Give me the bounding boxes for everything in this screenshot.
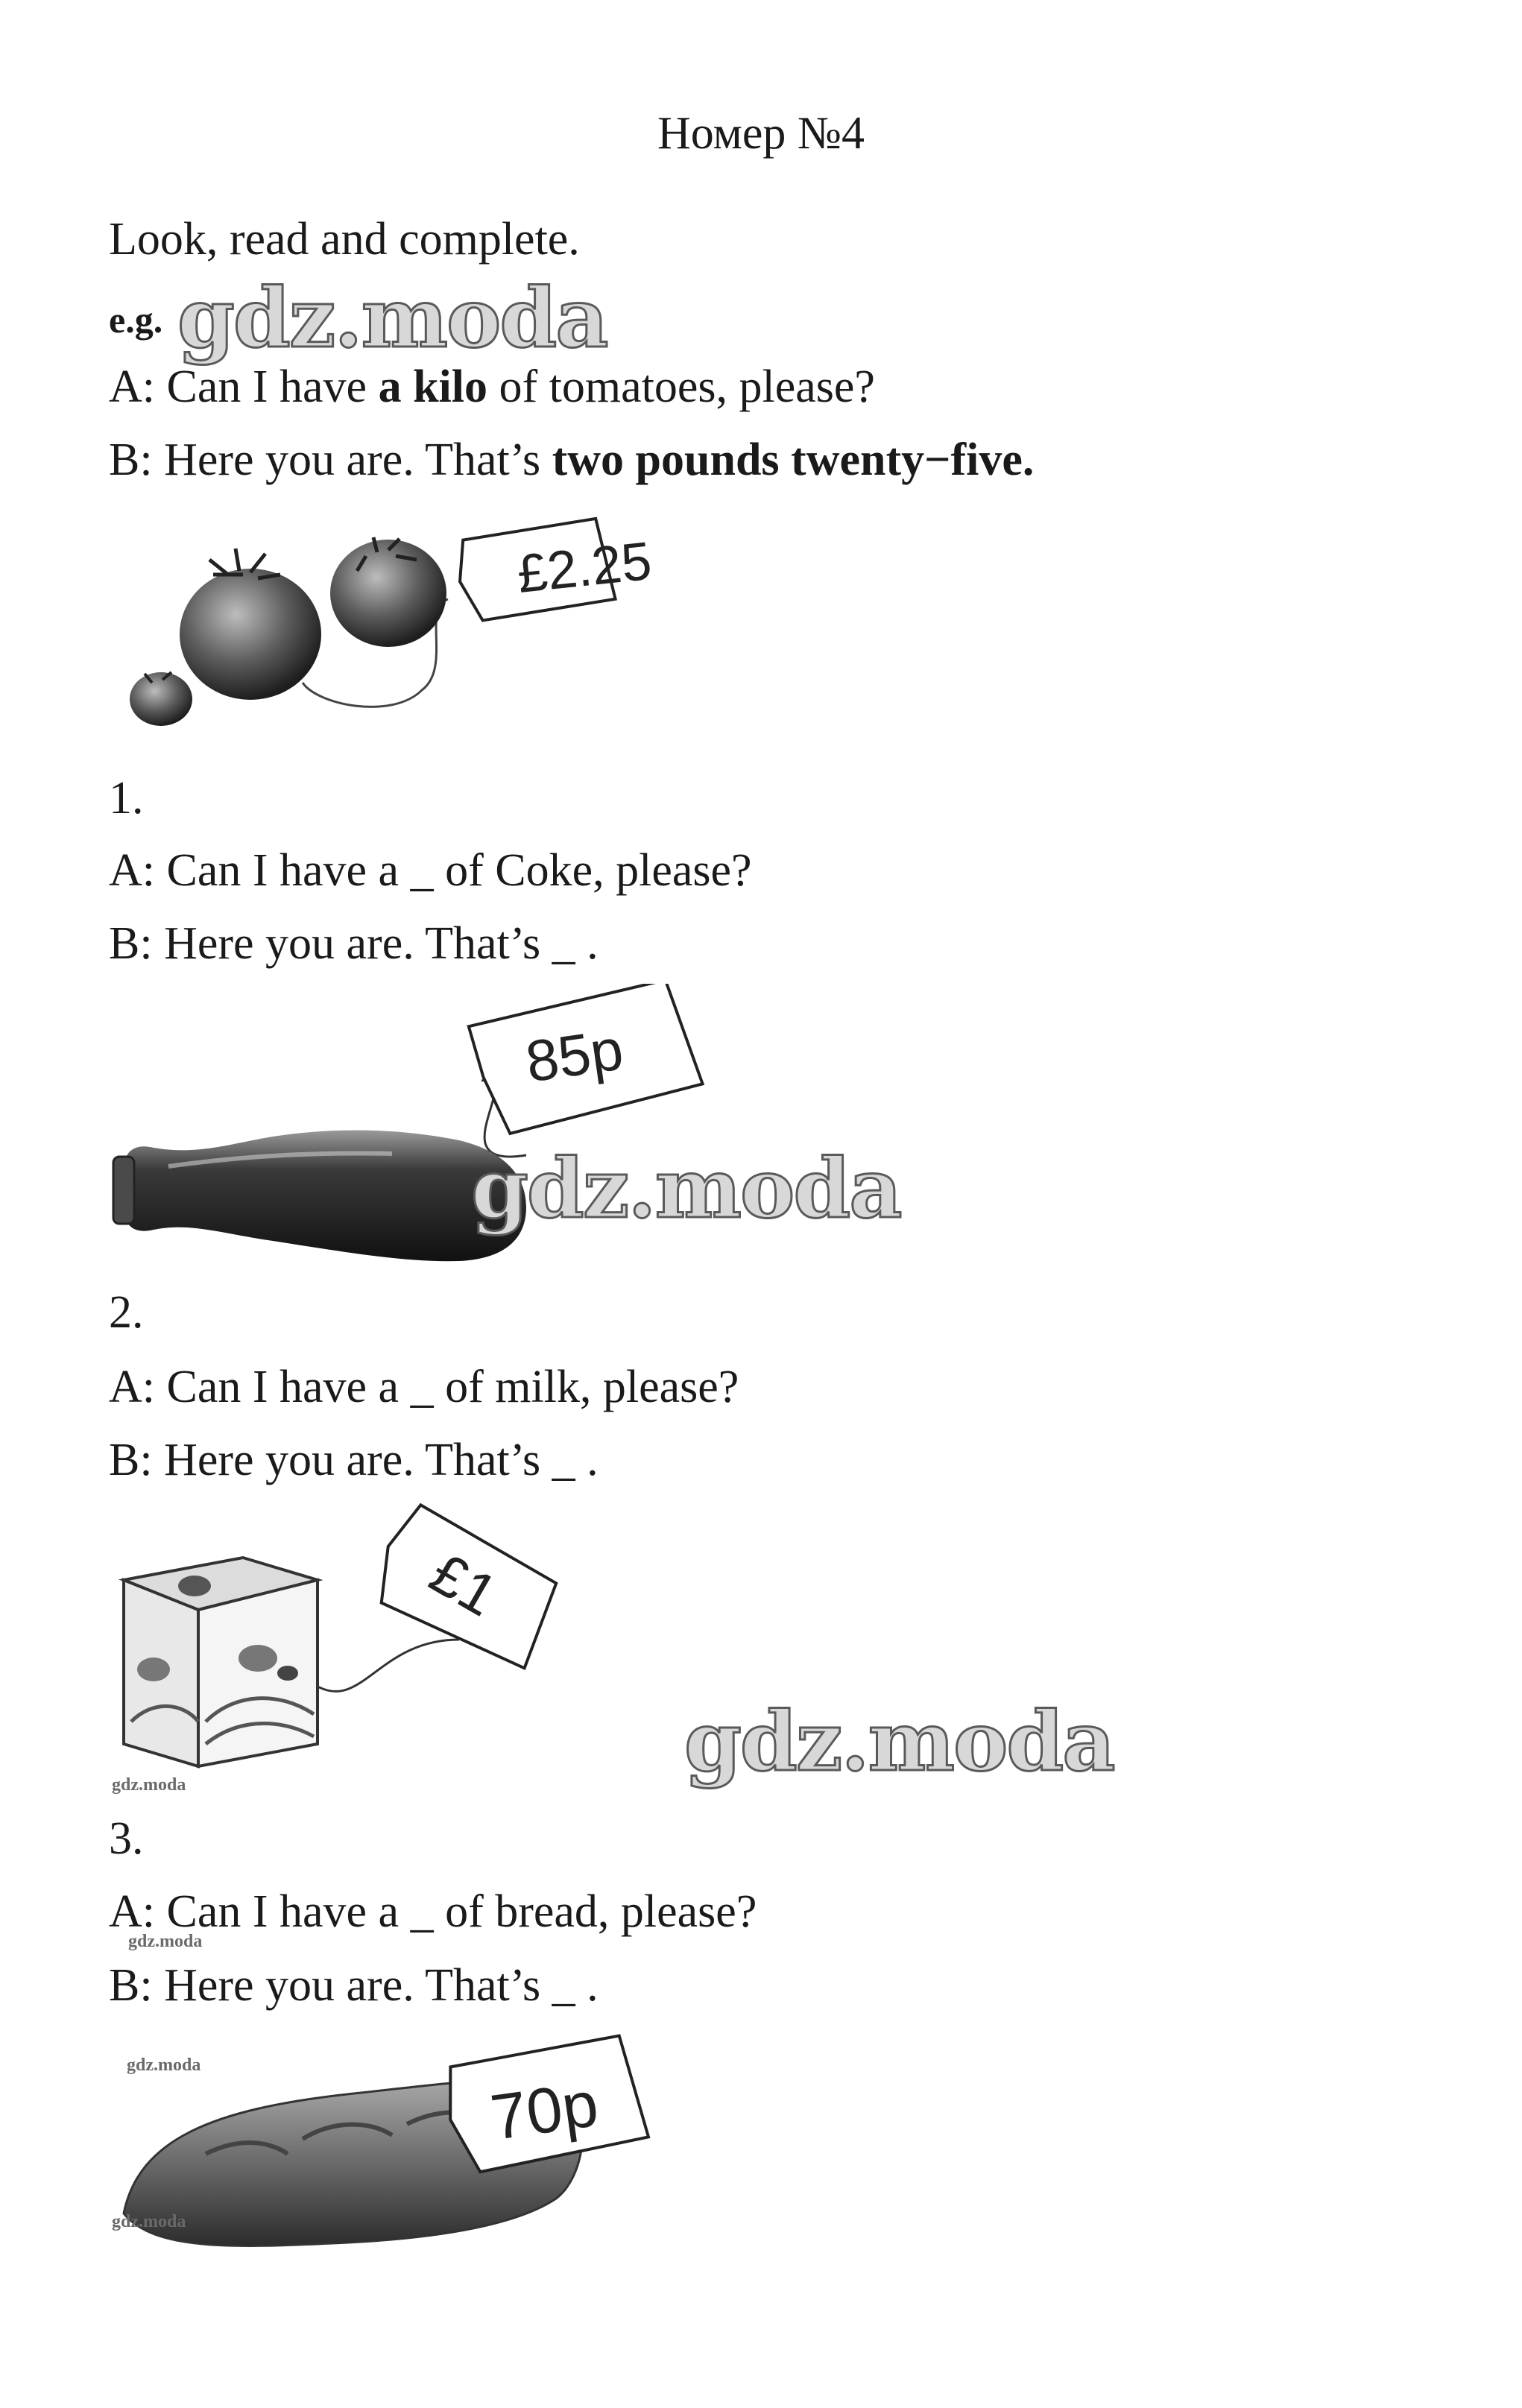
example-response-prefix: B: Here you are. That’s (109, 434, 552, 485)
example-question-prefix: A: Can I have (109, 361, 379, 412)
watermark: gdz.moda (471, 1140, 901, 1236)
item-2-number: 2. (109, 1287, 144, 1338)
item-1-price-tag: 85p (522, 1016, 628, 1095)
item-1-response: B: Here you are. That’s _ . (109, 918, 599, 969)
item-3-response: B: Here you are. That’s _ . (109, 1960, 599, 2011)
example-response (109, 434, 1035, 485)
page-title: Номер №4 (657, 108, 865, 159)
item-2-response: B: Here you are. That’s _ . (109, 1435, 599, 1485)
milk-carton-icon (109, 1498, 586, 1789)
item-3-price-tag: 70p (486, 2067, 603, 2154)
item-1-number: 1. (109, 773, 144, 824)
example-price-tag: £2.25 (514, 531, 654, 605)
example-question-answer: a kilo (378, 361, 487, 412)
example-question (109, 361, 875, 412)
example-question-suffix: of tomatoes, please? (487, 361, 875, 412)
instruction-text: Look, read and complete. (109, 214, 580, 265)
example-label: e.g. (109, 299, 163, 341)
item-3-question: A: Can I have a _ of bread, please? (109, 1886, 757, 1937)
item-3-number: 3. (109, 1813, 144, 1864)
item-2-price-tag: £1 (419, 1539, 509, 1629)
watermark: gdz.moda (684, 1693, 1114, 1789)
tomatoes-icon (109, 504, 727, 750)
item-2-question: A: Can I have a _ of milk, please? (109, 1362, 739, 1412)
watermark-small: gdz.moda (112, 2212, 186, 2231)
watermark-small: gdz.moda (128, 1932, 203, 1951)
item-1-question: A: Can I have a _ of Coke, please? (109, 845, 752, 896)
watermark-small: gdz.moda (112, 1775, 186, 1795)
watermark-small: gdz.moda (127, 2055, 201, 2075)
example-response-answer: two pounds twenty−five. (552, 434, 1035, 485)
watermark: gdz.moda (177, 270, 607, 366)
